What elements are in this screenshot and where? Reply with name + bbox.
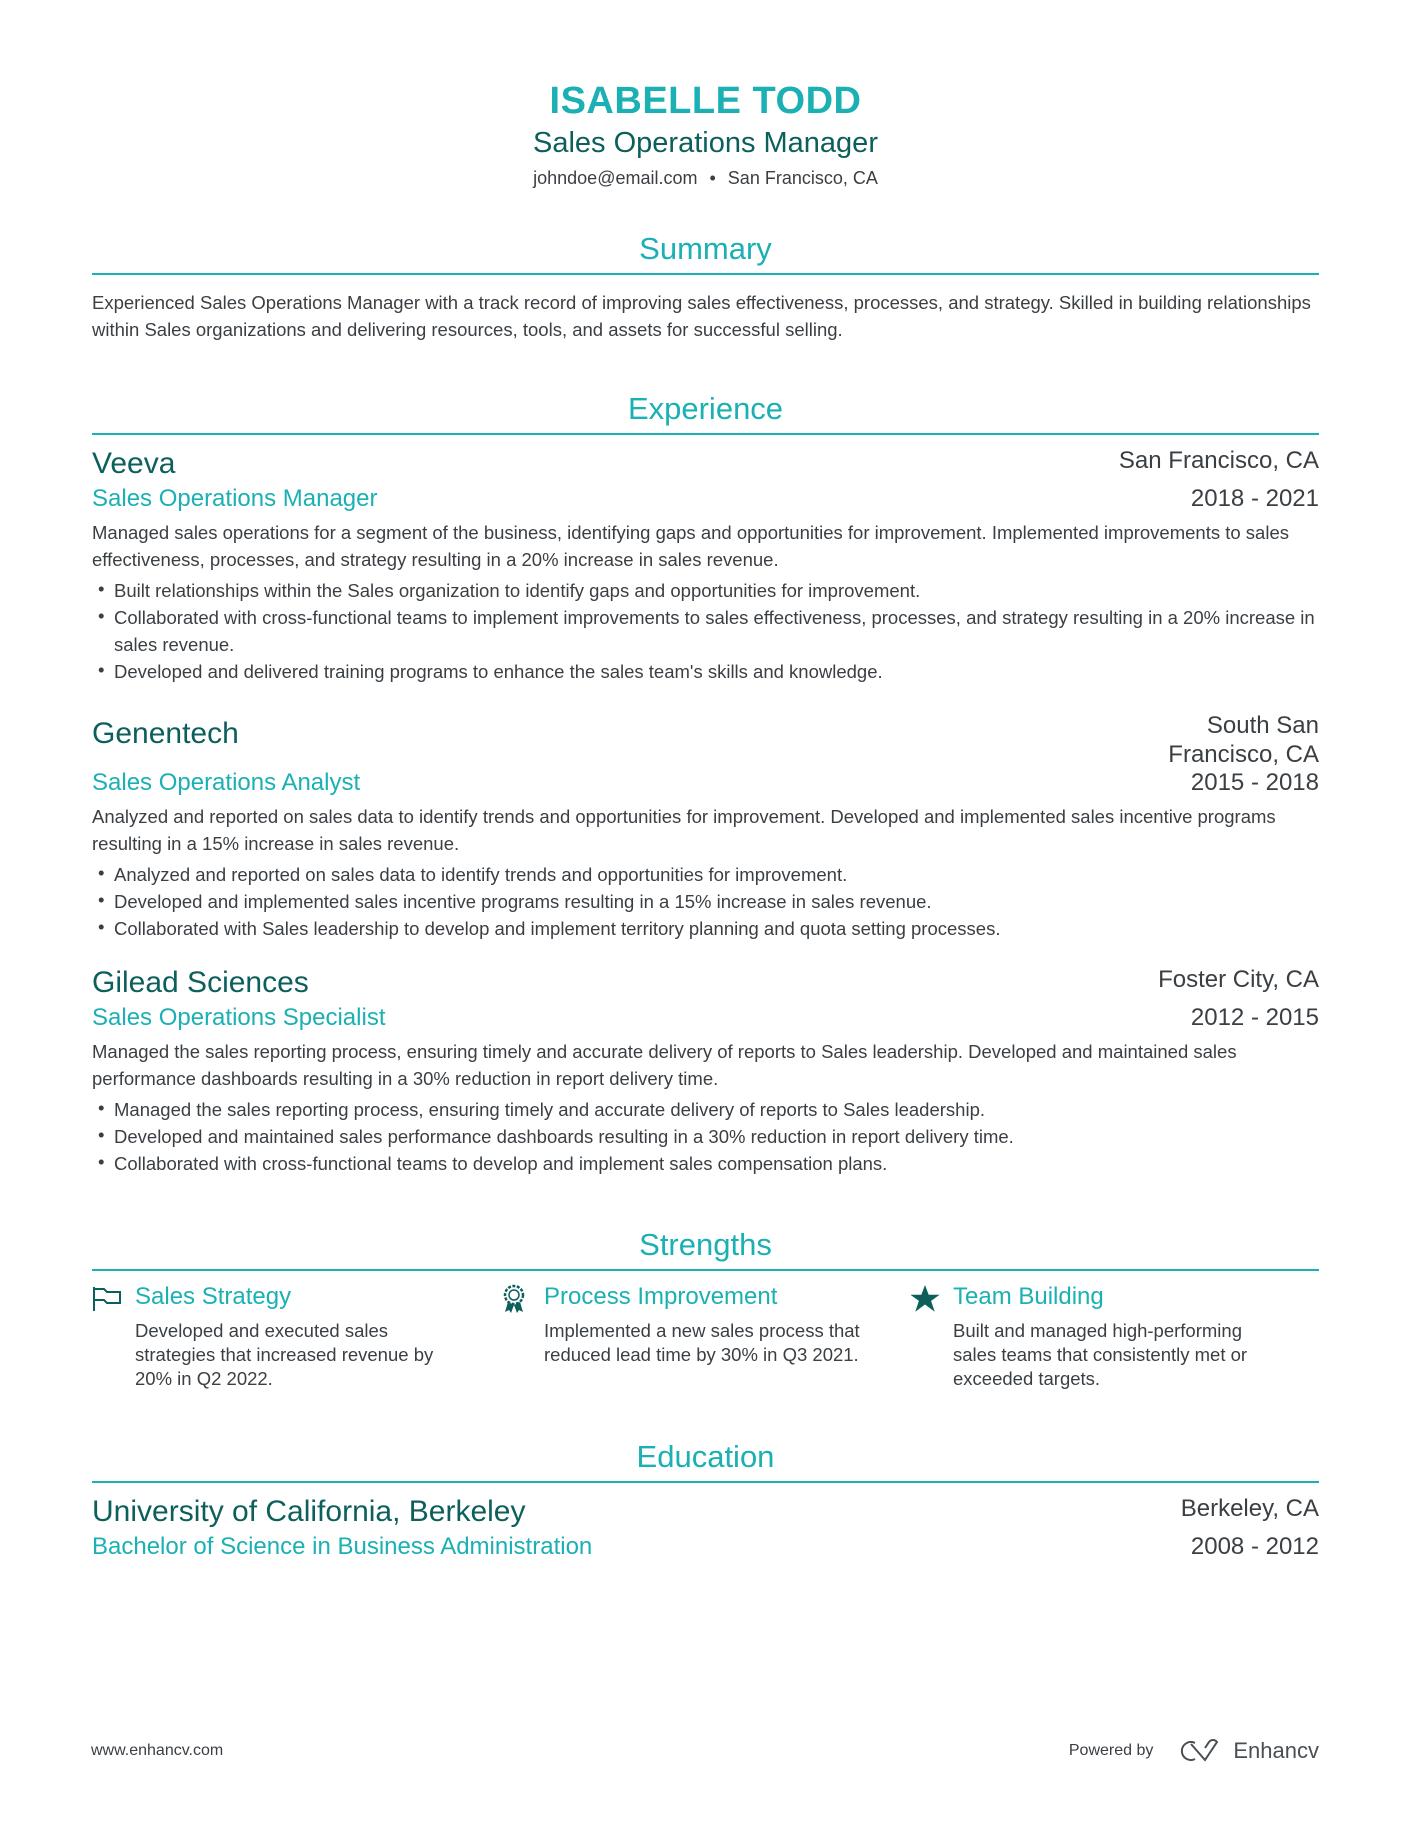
bullet: • Built relationships within the Sales organization to identify gaps and opportunities for improvement. <box>92 577 1319 604</box>
enhancv-logo-icon <box>1177 1738 1223 1764</box>
experience-entry <box>92 447 1319 685</box>
star-icon <box>910 1283 953 1315</box>
job-location: South San Francisco, CA <box>1168 712 1319 768</box>
powered-by <box>1069 1738 1319 1764</box>
strength-text: Built and managed high-performing sales teams that consistently met or exceeded targets. <box>953 1320 1248 1389</box>
bullet: • Developed and maintained sales performance dashboards resulting in a 30% reduction in report delivery time. <box>92 1123 1319 1150</box>
strength-item <box>92 1283 501 1391</box>
separator-dot: • <box>709 168 716 188</box>
bullet: • Collaborated with cross-functional teams to develop and implement sales compensation plans. <box>92 1150 1319 1177</box>
summary-text: Experienced Sales Operations Manager with a track record of improving sales effectiveness, processes, and strategy. Skilled in building relationships within Sales organizations and delivering resources, tools, and assets for successful selling. <box>92 292 1311 340</box>
email[interactable]: johndoe@email.com <box>533 168 698 188</box>
bullet: • Collaborated with Sales leadership to develop and implement territory planning and quota setting processes. <box>92 915 1319 942</box>
footer <box>91 1738 1319 1764</box>
bullet: • Analyzed and reported on sales data to identify trends and opportunities for improvement. <box>92 861 1319 888</box>
experience-entry <box>92 966 1319 1177</box>
contact-line <box>92 168 1319 189</box>
job-description: Analyzed and reported on sales data to identify trends and opportunities for improvement. Developed and implemented sales incentive programs resulting in a 15% increase in sales revenue. <box>92 806 1276 854</box>
brand-name: Enhancv <box>1233 1738 1319 1763</box>
job-description: Managed the sales reporting process, ensuring timely and accurate delivery of reports to Sales leadership. Developed and maintained sales performance dashboards resulting in a 30% reduction in report delivery time. <box>92 1041 1237 1089</box>
role: Sales Operations Specialist <box>92 1004 386 1031</box>
enhancv-logo[interactable] <box>1177 1738 1319 1764</box>
strengths-list <box>92 1283 1319 1391</box>
company: Gilead Sciences <box>92 966 309 999</box>
degree: Bachelor of Science in Business Administration <box>92 1533 593 1560</box>
resume-page <box>92 0 1319 1561</box>
bullet: • Managed the sales reporting process, ensuring timely and accurate delivery of reports to Sales leadership. <box>92 1096 1319 1123</box>
powered-by-label: Powered by <box>1068 1742 1154 1759</box>
bullet: • Collaborated with cross-functional teams to implement improvements to sales effectiveness, processes, and strategy resulting in a 20% increase in sales revenue. <box>92 604 1319 658</box>
bullet: • Developed and implemented sales incentive programs resulting in a 15% increase in sales revenue. <box>92 888 1319 915</box>
strength-title: Team Building <box>953 1283 1104 1310</box>
experience-heading: Experience <box>92 391 1319 435</box>
role: Sales Operations Analyst <box>92 769 361 796</box>
strength-title: Sales Strategy <box>135 1283 292 1310</box>
dates: 2018 - 2021 <box>1190 485 1319 512</box>
candidate-title: Sales Operations Manager <box>533 127 878 159</box>
resume-header <box>92 0 1319 189</box>
experience-entry <box>92 711 1319 942</box>
candidate-name: ISABELLE TODD <box>549 80 862 122</box>
strength-item <box>910 1283 1319 1391</box>
edu-dates: 2008 - 2012 <box>1190 1533 1319 1560</box>
strength-item <box>501 1283 910 1391</box>
bullet: • Developed and delivered training programs to enhance the sales team's skills and knowledge. <box>92 658 1319 685</box>
flag-icon <box>92 1283 135 1315</box>
job-description: Managed sales operations for a segment of the business, identifying gaps and opportunities for improvement. Implemented improvements to sales effectiveness, processes, and strategy resulting in a 20% increase in sales revenue. <box>92 522 1289 570</box>
location: San Francisco, CA <box>727 168 878 188</box>
dates: 2015 - 2018 <box>1190 769 1319 796</box>
bullet-list <box>92 577 1319 685</box>
role: Sales Operations Manager <box>92 485 378 512</box>
bullet-list <box>92 861 1319 942</box>
job-location: Foster City, CA <box>1158 966 1319 993</box>
summary-heading: Summary <box>92 231 1319 275</box>
company: Genentech <box>92 717 239 750</box>
job-location: San Francisco, CA <box>1118 447 1319 474</box>
education-entry <box>92 1495 1319 1561</box>
medal-icon <box>501 1283 544 1315</box>
company: Veeva <box>92 447 176 480</box>
school: University of California, Berkeley <box>92 1495 526 1528</box>
strength-text: Developed and executed sales strategies that increased revenue by 20% in Q2 2022. <box>135 1320 434 1389</box>
strength-text: Implemented a new sales process that reduced lead time by 30% in Q3 2021. <box>544 1320 860 1365</box>
strengths-heading: Strengths <box>92 1227 1319 1271</box>
school-location: Berkeley, CA <box>1180 1495 1319 1522</box>
dates: 2012 - 2015 <box>1190 1004 1319 1031</box>
bullet-list <box>92 1096 1319 1177</box>
strength-title: Process Improvement <box>544 1283 778 1310</box>
website-link[interactable]: www.enhancv.com <box>91 1742 224 1759</box>
education-heading: Education <box>92 1439 1319 1483</box>
